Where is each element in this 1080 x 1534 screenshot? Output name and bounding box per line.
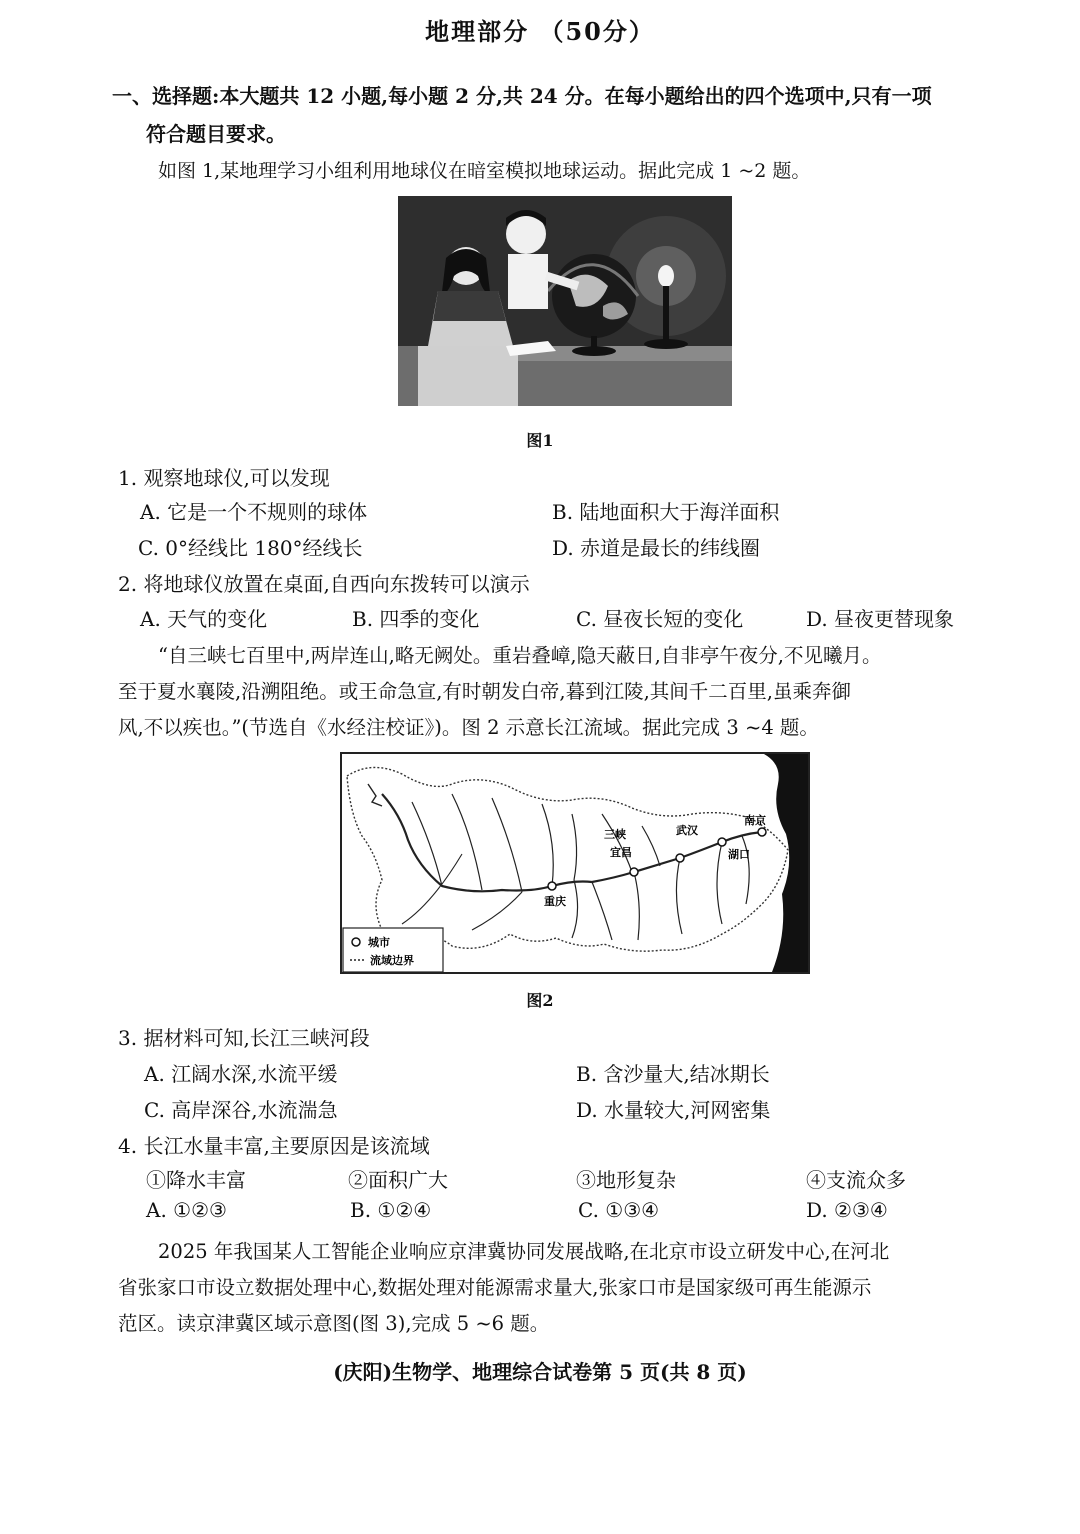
city-label-chongqing: 重庆	[544, 895, 566, 908]
city-marker-chongqing	[548, 882, 556, 890]
q3-option-b: B. 含沙量大,结冰期长	[576, 1062, 770, 1086]
q1-stem: 1. 观察地球仪,可以发现	[118, 466, 330, 490]
passage3-line1: 2025 年我国某人工智能企业响应京津冀协同发展战略,在北京市设立研发中心,在河北	[158, 1240, 890, 1263]
q4-item-4: ④支流众多	[806, 1168, 906, 1192]
q2-option-b: B. 四季的变化	[352, 607, 480, 631]
figure1-photo	[398, 196, 732, 406]
passage2-line3: 风,不以疾也。”(节选自《水经注校证》)。图 2 示意长江流域。据此完成 3 ~4 题。	[118, 716, 819, 739]
q4-option-a: A. ①②③	[146, 1198, 227, 1222]
q4-option-d: D. ②③④	[806, 1198, 888, 1222]
figure1-caption: 图1	[526, 431, 554, 450]
q4-item-2: ②面积广大	[348, 1168, 448, 1192]
passage3-line3: 范区。读京津冀区域示意图(图 3),完成 5 ~6 题。	[118, 1312, 550, 1335]
passage2-line2: 至于夏水襄陵,沿溯阻绝。或王命急宣,有时朝发白帝,暮到江陵,其间千二百里,虽乘奔御	[118, 680, 851, 703]
yangtze-mainstream	[382, 794, 762, 891]
q2-option-d: D. 昼夜更替现象	[806, 607, 955, 631]
q4-item-1: ①降水丰富	[146, 1168, 246, 1192]
city-marker-hukou	[718, 838, 726, 846]
q4-option-c: C. ①③④	[578, 1198, 660, 1222]
q3-option-d: D. 水量较大,河网密集	[576, 1098, 771, 1122]
city-label-sanxia: 三峡	[604, 828, 626, 841]
q1-option-d: D. 赤道是最长的纬线圈	[552, 536, 761, 560]
lamp-bulb-icon	[658, 265, 674, 287]
q3-option-c: C. 高岸深谷,水流湍急	[144, 1098, 338, 1122]
city-marker-yichang	[630, 868, 638, 876]
legend-boundary-label: 流域边界	[370, 954, 414, 967]
city-label-yichang: 宜昌	[610, 846, 632, 859]
q4-option-b: B. ①②④	[350, 1198, 432, 1222]
figure2-caption: 图2	[526, 991, 554, 1010]
sea-shape	[764, 754, 808, 972]
passage2-line1: “自三峡七百里中,两岸连山,略无阙处。重岩叠嶂,隐天蔽日,自非亭午夜分,不见曦月。	[158, 644, 882, 667]
city-marker-nanjing	[758, 828, 766, 836]
page-footer: (庆阳)生物学、地理综合试卷第 5 页(共 8 页)	[333, 1360, 747, 1384]
q3-option-a: A. 江阔水深,水流平缓	[144, 1062, 338, 1086]
city-label-hukou: 湖口	[728, 848, 750, 861]
q4-item-3: ③地形复杂	[576, 1168, 676, 1192]
passage3-line2: 省张家口市设立数据处理中心,数据处理对能源需求量大,张家口市是国家级可再生能源示	[118, 1276, 872, 1299]
q1-option-b: B. 陆地面积大于海洋面积	[552, 500, 780, 524]
page-title: 地理部分 （50分）	[425, 17, 655, 46]
city-label-nanjing: 南京	[744, 814, 766, 827]
figure2-map	[340, 752, 810, 974]
q3-stem: 3. 据材料可知,长江三峡河段	[118, 1026, 370, 1050]
q1-option-c: C. 0°经线比 180°经线长	[138, 536, 363, 560]
legend-city-icon	[352, 938, 360, 946]
section-heading-line1: 一、选择题:本大题共 12 小题,每小题 2 分,共 24 分。在每小题给出的四个选项中,只有一项	[112, 84, 932, 108]
city-marker-wuhan	[676, 854, 684, 862]
legend-city-label: 城市	[368, 936, 390, 949]
q2-stem: 2. 将地球仪放置在桌面,自西向东拨转可以演示	[118, 572, 530, 596]
q2-option-a: A. 天气的变化	[140, 607, 268, 631]
intro-figure1: 如图 1,某地理学习小组利用地球仪在暗室模拟地球运动。据此完成 1 ~2 题。	[158, 160, 811, 182]
q2-option-c: C. 昼夜长短的变化	[576, 607, 744, 631]
q1-option-a: A. 它是一个不规则的球体	[140, 500, 368, 524]
city-label-wuhan: 武汉	[676, 824, 698, 837]
q4-stem: 4. 长江水量丰富,主要原因是该流域	[118, 1134, 430, 1158]
section-heading-line2: 符合题目要求。	[146, 122, 286, 146]
